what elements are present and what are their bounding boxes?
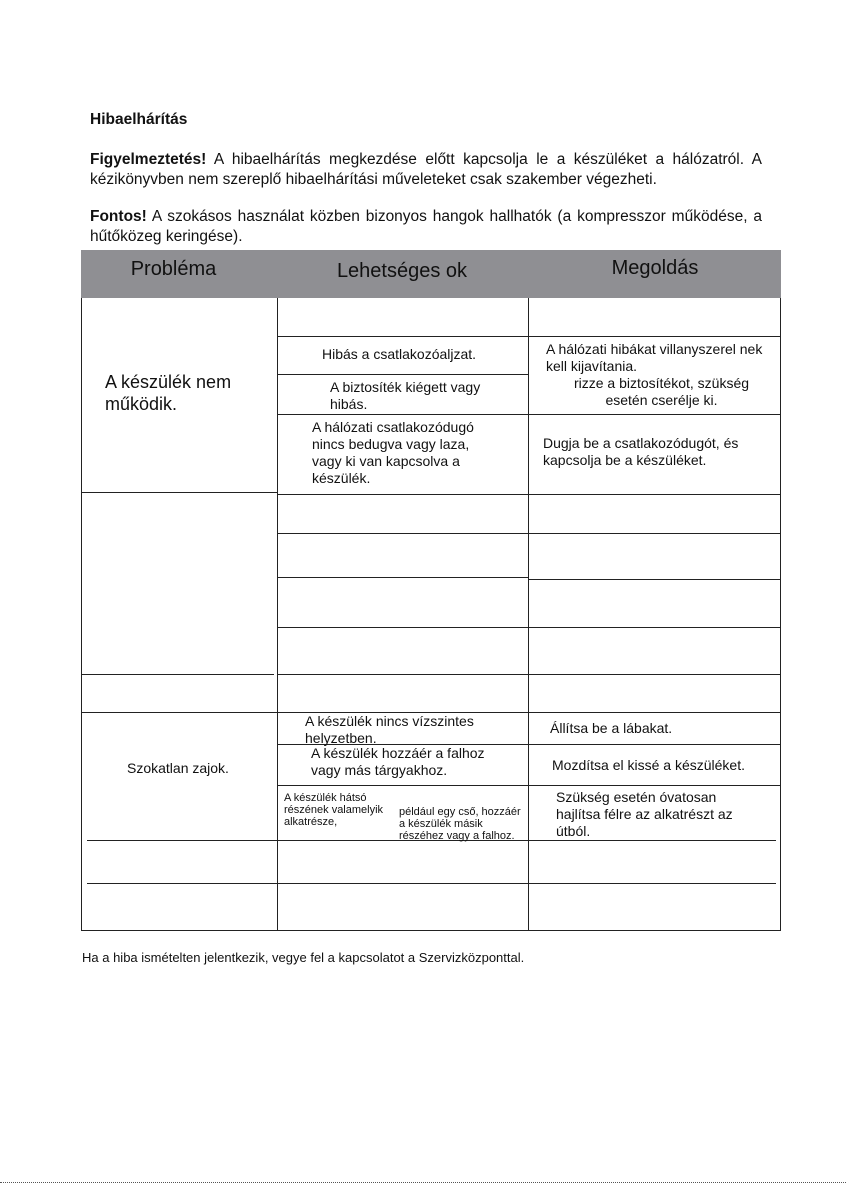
- cause-fuse: A biztosíték kiégett vagy hibás.: [330, 379, 481, 412]
- problem-noises: Szokatlan zajok.: [127, 760, 229, 776]
- solution-fuse: rizze a biztosítékot, szükség esetén cserélje ki.: [573, 375, 750, 408]
- row-line: [87, 840, 277, 841]
- row-line: [87, 883, 277, 884]
- cause-plug: A hálózati csatlakozódugó nincs bedugva vagy laza, vagy ki van kapcsolva a készülék.: [312, 419, 474, 486]
- warning-label: Figyelmeztetés!: [90, 151, 207, 168]
- solution-electrician: A hálózati hibákat villanyszerel nek kell kijavítania.: [546, 341, 763, 374]
- row-line: [528, 712, 781, 713]
- important-paragraph: [90, 207, 762, 247]
- table-border-right: [780, 298, 781, 931]
- row-line: [277, 533, 528, 534]
- row-line: [277, 336, 528, 337]
- row-line: [528, 533, 781, 534]
- row-line: [81, 492, 277, 493]
- row-line: [81, 674, 274, 675]
- warning-paragraph: [90, 150, 762, 190]
- warning-text: A hibaelhárítás megkezdése előtt kapcsolja le a készüléket a hálózatról. A kézikönyvben nem szereplő hibaelhárítási műveleteket csak szakember végezheti.: [90, 151, 762, 188]
- row-line: [277, 674, 528, 675]
- row-line: [528, 336, 781, 337]
- row-line: [277, 374, 528, 375]
- row-line: [528, 840, 776, 841]
- bottom-note: Ha a hiba ismételten jelentkezik, vegye fel a kapcsolatot a Szervizközponttal.: [82, 950, 525, 965]
- row-line: [81, 712, 277, 713]
- row-line: [528, 785, 781, 786]
- important-label: Fontos!: [90, 208, 147, 225]
- row-line: [277, 627, 528, 628]
- solution-bend-part: Szükség esetén óvatosan hajlítsa félre az alkatrészt az útból.: [556, 789, 733, 839]
- cause-not-level: A készülék nincs vízszintes helyzetben.: [305, 713, 474, 746]
- troubleshooting-table: [81, 250, 781, 931]
- page-title: Hibaelhárítás: [90, 111, 188, 128]
- row-line: [277, 577, 528, 578]
- row-line: [277, 785, 528, 786]
- page-bottom-edge: [0, 1182, 846, 1183]
- solution-plug-in: Dugja be a csatlakozódugót, és kapcsolja be a készüléket.: [543, 435, 739, 468]
- row-line: [277, 883, 528, 884]
- table-border-bottom: [81, 930, 781, 931]
- row-line: [528, 883, 776, 884]
- header-solution: Megoldás: [611, 257, 699, 279]
- row-line: [528, 744, 781, 745]
- solution-adjust-feet: Állítsa be a lábakat.: [550, 720, 673, 736]
- solution-move-appliance: Mozdítsa el kissé a készüléket.: [552, 757, 745, 773]
- row-line: [528, 627, 781, 628]
- cause-rear-part-detail: például egy cső, hozzáér a készülék másik részéhez vagy a falhoz.: [399, 806, 521, 842]
- table-border-left: [81, 298, 82, 931]
- problem-not-working: A készülék nem működik.: [105, 372, 232, 414]
- table-divider-1: [277, 298, 278, 931]
- row-line: [528, 494, 781, 495]
- row-line: [528, 579, 781, 580]
- cause-socket: Hibás a csatlakozóaljzat.: [322, 346, 477, 362]
- table-header: [81, 250, 781, 298]
- important-text: A szokásos használat közben bizonyos hangok hallhatók (a kompresszor működése, a hűtőközeg keringése).: [90, 208, 762, 245]
- header-problem: Probléma: [130, 258, 217, 280]
- header-cause: Lehetséges ok: [336, 260, 468, 282]
- row-line: [528, 414, 781, 415]
- row-line: [277, 494, 528, 495]
- cause-touches-wall: A készülék hozzáér a falhoz vagy más tárgyakhoz.: [311, 745, 485, 778]
- row-line: [277, 414, 528, 415]
- row-line: [528, 674, 781, 675]
- cause-rear-part: A készülék hátsó részének valamelyik alkatrésze,: [284, 792, 384, 828]
